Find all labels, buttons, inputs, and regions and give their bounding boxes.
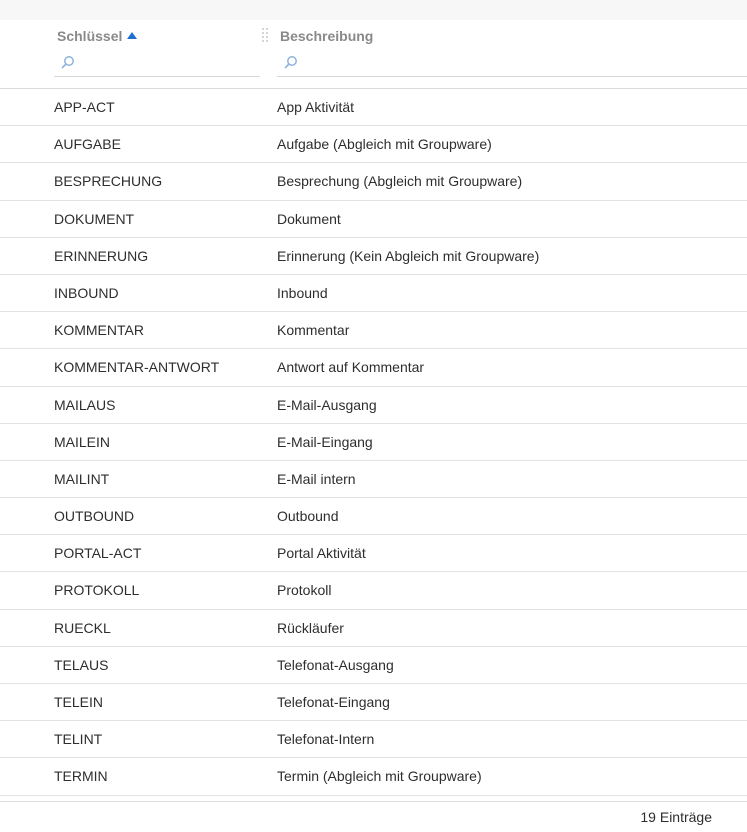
table-row[interactable] (0, 758, 747, 795)
table-row[interactable] (0, 89, 747, 126)
top-band (0, 0, 747, 21)
cell-key: KOMMENTAR (54, 322, 144, 339)
column-header-description[interactable] (280, 28, 373, 44)
cell-key: KOMMENTAR-ANTWORT (54, 359, 220, 376)
cell-key: APP-ACT (54, 99, 115, 115)
table-row[interactable] (0, 535, 747, 572)
cell-key: TELAUS (54, 656, 109, 673)
cell-key: AUFGABE (54, 136, 121, 153)
table-header (0, 20, 747, 88)
cell-description: App Aktivität (277, 99, 355, 115)
cell-description: Telefonat-Ausgang (277, 656, 394, 673)
table-row[interactable] (0, 498, 747, 535)
cell-description: Dokument (277, 210, 341, 227)
table-row[interactable] (0, 201, 747, 238)
filter-key-input[interactable] (80, 52, 256, 74)
search-icon (284, 55, 298, 69)
cell-key: OUTBOUND (54, 508, 135, 525)
sort-ascending-icon[interactable] (127, 32, 137, 39)
filter-description (277, 52, 747, 77)
cell-description: Protokoll (277, 582, 332, 599)
footer-divider (0, 801, 747, 802)
column-resize-handle[interactable] (262, 28, 268, 44)
table-row[interactable] (0, 647, 747, 684)
cell-description: Termin (Abgleich mit Groupware) (277, 768, 482, 785)
table-row[interactable] (0, 126, 747, 163)
cell-key: MAILAUS (54, 396, 116, 413)
column-header-key[interactable] (57, 28, 137, 44)
table-body (0, 89, 747, 796)
table-row[interactable] (0, 387, 747, 424)
table-row[interactable] (0, 721, 747, 758)
cell-description: E-Mail-Ausgang (277, 396, 377, 413)
table-row[interactable] (0, 424, 747, 461)
cell-key: TELINT (54, 731, 103, 748)
cell-key: BESPRECHUNG (54, 173, 163, 190)
cell-description: Erinnerung (Kein Abgleich mit Groupware) (277, 247, 540, 264)
cell-description: Aufgabe (Abgleich mit Groupware) (277, 136, 492, 153)
table-row[interactable] (0, 610, 747, 647)
cell-description: Portal Aktivität (277, 545, 366, 562)
cell-description: Rückläufer (277, 619, 344, 636)
cell-description: Kommentar (277, 322, 350, 339)
column-title-key: Schlüssel (57, 28, 123, 44)
table-row[interactable] (0, 572, 747, 609)
cell-key: TERMIN (54, 768, 108, 785)
cell-description: Telefonat-Intern (277, 731, 375, 748)
table-row[interactable] (0, 684, 747, 721)
cell-description: E-Mail intern (277, 470, 356, 487)
cell-key: ERINNERUNG (54, 247, 149, 264)
entry-count: 19 Einträge (640, 809, 712, 825)
table-row[interactable] (0, 461, 747, 498)
cell-key: MAILINT (54, 470, 110, 487)
cell-key: TELEIN (54, 694, 104, 710)
filter-key (54, 52, 260, 77)
cell-key: PORTAL-ACT (54, 545, 142, 562)
cell-key: INBOUND (54, 284, 119, 301)
cell-description: Inbound (277, 284, 328, 301)
filter-description-input[interactable] (303, 52, 743, 74)
table-row[interactable] (0, 349, 747, 386)
cell-description: Outbound (277, 508, 339, 525)
column-title-description: Beschreibung (280, 28, 374, 44)
cell-key: RUECKL (54, 619, 111, 636)
cell-description: E-Mail-Eingang (277, 433, 373, 450)
table-row[interactable] (0, 163, 747, 200)
cell-key: MAILEIN (54, 433, 111, 450)
table-row[interactable] (0, 275, 747, 312)
cell-key: PROTOKOLL (54, 582, 140, 599)
cell-description: Antwort auf Kommentar (277, 359, 425, 376)
table-row[interactable] (0, 238, 747, 275)
search-icon (61, 55, 75, 69)
table-row[interactable] (0, 312, 747, 349)
cell-description: Besprechung (Abgleich mit Groupware) (277, 173, 523, 190)
cell-description: Telefonat-Eingang (277, 694, 390, 710)
cell-key: DOKUMENT (54, 210, 135, 227)
